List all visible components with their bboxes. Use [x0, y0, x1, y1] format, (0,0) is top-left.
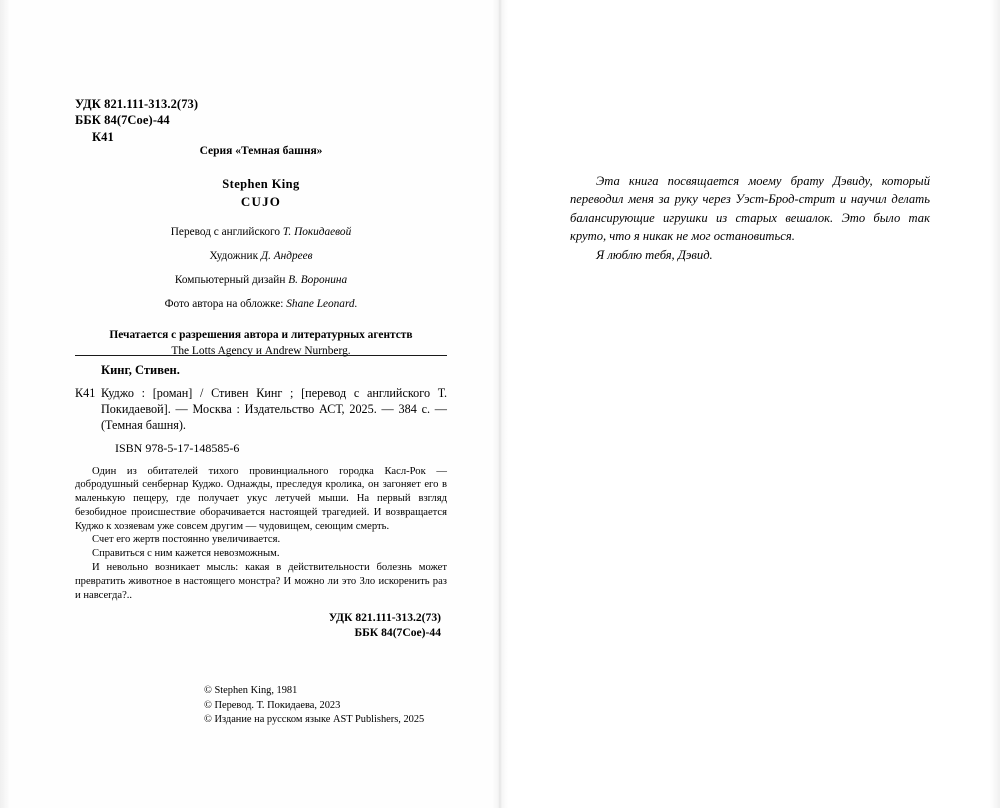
right-page: [500, 0, 1000, 808]
cip-description: Куджо : [роман] / Стивен Кинг ; [перевод с английского Т. Покидаевой]. — Москва : Издательство АСТ, 2025. — 384 с. — (Темная башня).: [101, 386, 447, 433]
credit-cover-photo: [75, 298, 447, 310]
credit-artist: [75, 250, 447, 262]
cip-bbk-code: ББК 84(7Сое)-44: [354, 626, 441, 640]
credit-designer-name: В. Воронина: [288, 274, 348, 286]
permission-line-1: Печатается с разрешения автора и литературных агентств: [109, 329, 413, 341]
annotation-paragraph: И невольно возникает мысль: какая в действительности болезнь может превратить животное в настоящего монстра? И можно ли это Зло искоренить раз и навсегда?..: [75, 562, 447, 601]
original-author: Stephen King: [222, 177, 300, 191]
credit-cover-photo-name: Shane Leonard.: [286, 298, 358, 310]
classification-block: [75, 96, 198, 145]
cip-sigla: К41: [75, 386, 96, 400]
permission-line-2: The Lotts Agency и Andrew Nurnberg.: [171, 344, 351, 357]
dedication-text: Эта книга посвящается моему брату Дэвиду, который переводил меня за руку через Уэст-Брод-стрит и научил делать балансирующие игрушки из старых вешалок. Это было так круто, что я никак не мог остановиться.: [570, 174, 930, 244]
cip-body: [75, 385, 447, 434]
credit-translator: [75, 226, 447, 238]
credit-designer: [75, 274, 447, 286]
copyright-line: © Stephen King, 1981: [204, 685, 298, 696]
annotation-paragraph: Справиться с ним кажется невозможным.: [92, 548, 280, 560]
dedication-signoff: Я люблю тебя, Дэвид.: [596, 247, 713, 262]
shelf-code: К41: [92, 129, 114, 144]
annotation-paragraph: Один из обитателей тихого провинциального городка Касл-Рок — добродушный сенбернар Куджо. Однажды, преследуя кролика, он загоняет его в маленькую пещеру, где получает укус летучей мыши. На первый взгляд безобидное происшествие оборачивается настоящей трагедией. И возвращается Куджо к хозяевам уже совсем другим — чудовищем, сеющим смерть.: [75, 465, 447, 532]
copyright-block: [204, 684, 424, 728]
annotation: [75, 465, 447, 603]
annotation-paragraph: Счет его жертв постоянно увеличивается.: [92, 534, 281, 546]
title-credits-block: [75, 145, 447, 359]
cip-udk-code: УДК 821.111-313.2(73): [328, 611, 441, 625]
original-title: CUJO: [240, 194, 282, 209]
credit-artist-label: Художник: [209, 250, 261, 262]
udk-code: УДК 821.111-313.2(73): [75, 97, 199, 111]
credit-translator-name: Т. Покидаевой: [282, 226, 352, 238]
copyright-line: © Издание на русском языке AST Publishers, 2025: [204, 714, 425, 726]
dedication-block: [570, 172, 930, 264]
cip-author: Кинг, Стивен.: [101, 363, 180, 377]
copyright-line: © Перевод. Т. Покидаева, 2023: [204, 699, 341, 711]
page-edge-shadow-right: [990, 0, 1000, 808]
credit-artist-name: Д. Андреев: [260, 250, 313, 262]
credit-translator-label: Перевод с английского: [170, 226, 283, 238]
page-edge-shadow-left: [0, 0, 10, 808]
series-line: Серия «Темная башня»: [199, 145, 323, 157]
credit-cover-photo-label: Фото автора на обложке:: [164, 298, 287, 310]
credit-designer-label: Компьютерный дизайн: [174, 274, 289, 286]
cip-divider: [75, 355, 447, 356]
cip-codes: [75, 610, 447, 640]
isbn: ISBN 978-5-17-148585-6: [115, 440, 240, 455]
bbk-code: ББК 84(7Сое)-44: [75, 113, 170, 128]
cip-record: [75, 355, 447, 640]
